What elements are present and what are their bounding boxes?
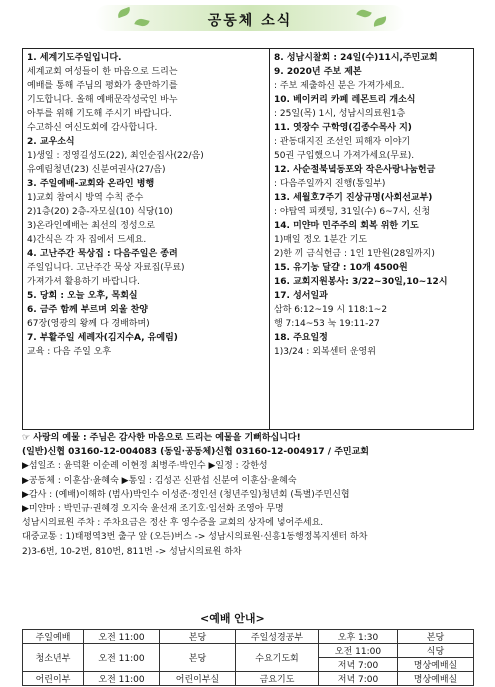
news-left-column <box>27 51 265 359</box>
news-line: 3)온라인예배는 최선의 정성으로 <box>27 221 155 231</box>
news-heading: 6. 금주 함께 부르며 외울 찬양 <box>27 305 148 315</box>
news-line: 1)매일 정오 1분간 기도 <box>274 235 368 245</box>
news-line: 행 7:14~53 눅 19:11-27 <box>274 319 380 329</box>
news-heading: 9. 2020년 주보 제본 <box>274 67 362 77</box>
service-time: 저녁 7:00 <box>319 672 398 686</box>
service-time: 오전 11:00 <box>84 644 160 672</box>
news-line: : 다음주일까지 진행(통일부) <box>274 179 386 189</box>
services-title: <예배 안내> <box>200 612 265 625</box>
news-heading: 1. 세계기도주일입니다. <box>27 53 122 63</box>
notice-line: ▶섬일조 : 윤덕환 이순례 이현정 최병주·박인수 ▶일정 : 강한성 <box>22 461 268 472</box>
service-place: 어린이부실 <box>160 672 236 686</box>
title-banner <box>95 5 405 31</box>
offering-notice <box>22 431 474 559</box>
news-heading: 15. 유기농 달걀 : 10개 4500원 <box>274 263 408 273</box>
news-line: 아투를 위해 기도해 주시기 바랍니다. <box>27 109 172 119</box>
notice-line: ▶공동체 : 이훈삼·윤혜숙 ▶통일 : 김성곤 신판섭 신분여 이훈삼·윤혜숙 <box>22 475 297 486</box>
news-heading: 4. 고난주간 묵상집 : 다음주일은 종려 <box>27 249 178 259</box>
service-name: 주일예배 <box>23 630 84 644</box>
news-line: : 25일(목) 1시, 성남시의료원1층 <box>274 109 406 119</box>
news-line: 67장(영광의 왕께 다 경배하며) <box>27 319 150 329</box>
news-heading: 5. 당회 : 오늘 오후, 목회실 <box>27 291 138 301</box>
service-time: 오후 1:30 <box>319 630 398 644</box>
news-box <box>22 48 474 430</box>
service-name: 청소년부 <box>23 644 84 672</box>
service-time: 오전 11:00 <box>84 672 160 686</box>
table-row <box>23 672 474 686</box>
service-place: 본당 <box>160 644 236 672</box>
notice-line: ▶감사 : (예배)이해하 (범사)박인수 이성준·정인선 (청년주일)청년회 (특별)주민신협 <box>22 489 350 500</box>
news-heading: 3. 주일예배-교회와 온라인 병행 <box>27 179 155 189</box>
news-line: 1)교회 참여시 방역 수칙 준수 <box>27 193 144 203</box>
news-right-column <box>274 51 472 359</box>
news-heading: 17. 성서일과 <box>274 291 328 301</box>
notice-line: 대중교통 : 1)태평역3번 출구 앞 (오든)버스 -> 성남시의료원·신흥1동행정복지센터 하차 <box>22 532 368 543</box>
news-heading: 12. 사순절북녘동포와 작은사랑나눔헌금 <box>274 165 436 175</box>
notice-line: 2)3-6번, 10-2번, 810번, 811번 -> 성남시의료원 하차 <box>22 546 242 557</box>
notice-line: (일반)신협 03160-12-004083 (동일·공동체)신협 03160-12-004917 / 주민교회 <box>22 447 369 458</box>
news-heading: 11. 엿장수 구학영(김종수목사 지) <box>274 123 412 133</box>
news-line: 유예림청년(23) 신분여권사(27/음) <box>27 165 166 175</box>
news-heading: 2. 교우소식 <box>27 137 75 147</box>
news-line: 기도합니다. 올해 예배문작성국인 바누 <box>27 95 178 105</box>
news-heading: 13. 세월호7주기 진상규명(사회선교부) <box>274 193 433 203</box>
service-time: 저녁 7:00 <box>319 658 398 672</box>
service-place: 명상예배실 <box>398 658 474 672</box>
notice-line: 성남시의료원 주차 : 주차요금은 정산 후 영수증을 교회의 상자에 넣어주세요. <box>22 518 324 529</box>
column-divider <box>269 49 270 429</box>
news-line: 수고하신 여신도회에 감사합니다. <box>27 123 158 133</box>
news-line: 4)간식은 각 자 집에서 드세요. <box>27 235 147 245</box>
service-name: 수요기도회 <box>236 644 319 672</box>
news-line: : 주보 제출하신 분은 가져가세요. <box>274 81 405 91</box>
news-line: 교육 : 다음 주일 오후 <box>27 347 112 357</box>
service-name: 금요기도 <box>236 672 319 686</box>
news-heading: 10. 베이커리 카페 레몬트리 개소식 <box>274 95 416 105</box>
news-line: 2)한 끼 금식헌금 : 1인 1만원(28일까지) <box>274 249 435 259</box>
service-place: 식당 <box>398 644 474 658</box>
news-line: 1)3/24 : 외복센터 운영위 <box>274 347 376 357</box>
news-line: 삼하 6:12~19 시 118:1~2 <box>274 305 388 315</box>
service-name: 어린이부 <box>23 672 84 686</box>
page-title: 공동체 소식 <box>207 13 293 29</box>
news-line: 1)생일 : 정영길성도(22), 최인순집사(22/음) <box>27 151 204 161</box>
news-line: 세계교회 여성들이 한 마음으로 드리는 <box>27 67 178 77</box>
table-row <box>23 630 474 644</box>
news-line: 50권 구입했으니 가져가세요(무료). <box>274 151 415 161</box>
table-row <box>23 644 474 658</box>
news-heading: 18. 주요일정 <box>274 333 328 343</box>
service-time: 오전 11:00 <box>319 644 398 658</box>
service-schedule-table <box>22 629 474 686</box>
notice-line: ☞ 사랑의 예물 : 주님은 감사한 마음으로 드리는 예물을 기뻐하십니다! <box>22 433 301 443</box>
news-line: 주일입니다. 고난주간 묵상 자료집(무료) <box>27 263 185 273</box>
service-name: 주일성경공부 <box>236 630 319 644</box>
news-line: 예배를 통해 주님의 평화가 충만하기를 <box>27 81 178 91</box>
news-heading: 7. 부활주일 세례자(김지수A, 유예림) <box>27 333 178 343</box>
news-heading: 14. 미얀마 민주주의 회복 위한 기도 <box>274 221 419 231</box>
news-line: : 야탑역 피켓팅, 31일(수) 6~7시, 신청 <box>274 207 431 217</box>
news-heading: 8. 성남시찰회 : 24일(수)11시,주민교회 <box>274 53 438 63</box>
news-heading: 16. 교회지원봉사: 3/22~30일,10~12시 <box>274 277 448 287</box>
news-line: 가져가셔 활용하기 바랍니다. <box>27 277 140 287</box>
service-time: 오전 11:00 <box>84 630 160 644</box>
notice-line: ▶미얀마 : 박민규·권혜경 오지숙 윤선재 조기호·임선화 조영아 무명 <box>22 504 284 515</box>
service-place: 명상예배실 <box>398 672 474 686</box>
news-line: 2)1층(20) 2층-자모실(10) 식당(10) <box>27 207 173 217</box>
service-place: 본당 <box>160 630 236 644</box>
news-line: : 관동대지진 조선인 피해자 이야기 <box>274 137 411 147</box>
service-place: 본당 <box>398 630 474 644</box>
